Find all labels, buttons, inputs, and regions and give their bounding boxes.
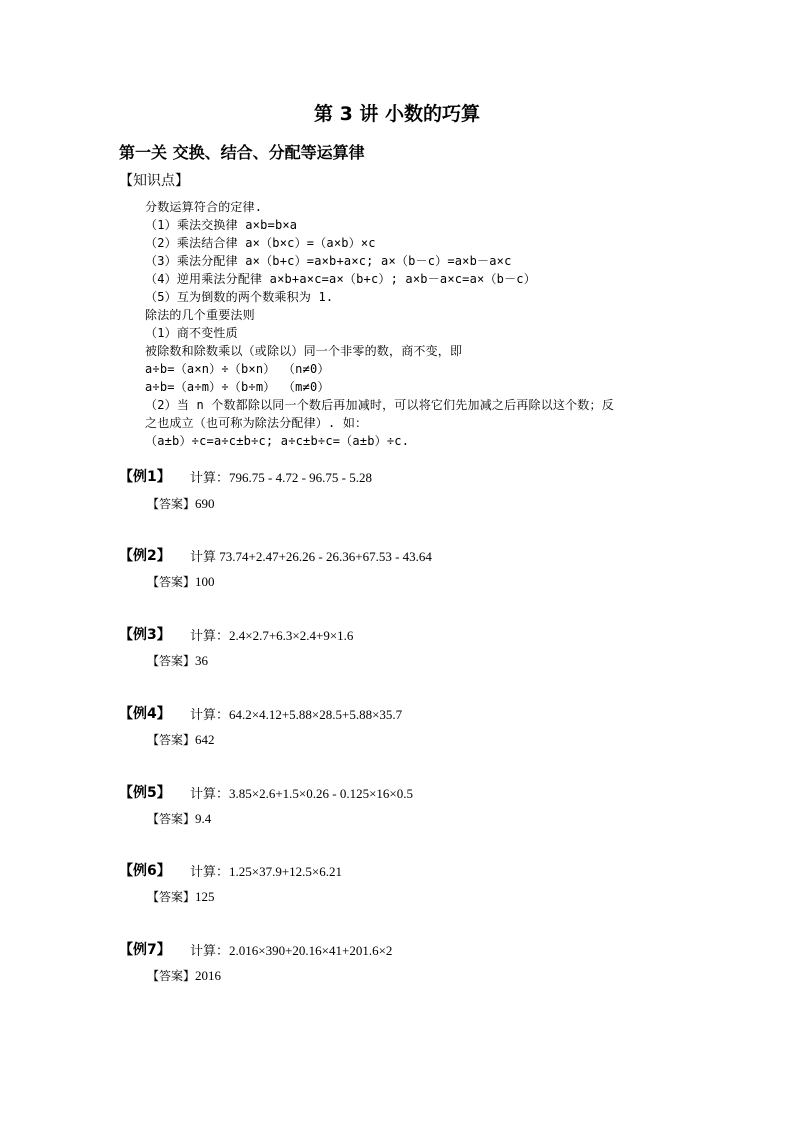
answer-line <box>147 495 215 512</box>
example-label: 【例7】 <box>119 942 171 958</box>
answer-value: 100 <box>195 574 215 589</box>
example-question: 计算：796.75 - 4.72 - 96.75 - 5.28 <box>190 470 372 485</box>
answer-value: 125 <box>195 889 215 904</box>
knowledge-line: a÷b=（a÷m）÷（b÷m） （m≠0） <box>145 380 330 394</box>
answer-line <box>147 652 208 669</box>
knowledge-line: 分数运算符合的定律. <box>145 200 263 214</box>
knowledge-line: （1）乘法交换律 a×b=b×a <box>145 218 298 232</box>
answer-value: 9.4 <box>195 811 212 826</box>
example-label: 【例1】 <box>119 469 171 485</box>
knowledge-line: 被除数和除数乘以（或除以）同一个非零的数，商不变，即 <box>145 344 463 358</box>
answer-value: 2016 <box>195 968 222 983</box>
example-question: 计算：64.2×4.12+5.88×28.5+5.88×35.7 <box>190 707 403 722</box>
answer-label: 【答案】 <box>147 497 196 511</box>
knowledge-line: 除法的几个重要法则 <box>145 308 255 322</box>
answer-value: 642 <box>195 732 215 747</box>
knowledge-line: （4）逆用乘法分配律 a×b+a×c=a×（b+c）; a×b－a×c=a×（b－c） <box>145 272 536 286</box>
example-question: 计算 73.74+2.47+26.26 - 26.36+67.53 - 43.64 <box>190 549 432 564</box>
example-question: 计算：2.4×2.7+6.3×2.4+9×1.6 <box>190 628 354 643</box>
knowledge-line: （1）商不变性质 <box>145 326 238 340</box>
example-label: 【例6】 <box>119 863 171 879</box>
example-label: 【例5】 <box>119 785 171 801</box>
answer-label: 【答案】 <box>147 969 196 983</box>
answer-label: 【答案】 <box>147 733 196 747</box>
knowledge-line: （2）当 n 个数都除以同一个数后再加减时，可以将它们先加减之后再除以这个数；反 <box>145 398 614 412</box>
knowledge-line: （3）乘法分配律 a×（b+c）=a×b+a×c; a×（b－c）=a×b－a×c <box>145 254 512 268</box>
example-question: 计算：3.85×2.6+1.5×0.26 - 0.125×16×0.5 <box>190 786 413 801</box>
answer-label: 【答案】 <box>147 654 196 668</box>
answer-label: 【答案】 <box>147 812 196 826</box>
example-label: 【例4】 <box>119 706 171 722</box>
answer-line <box>147 810 211 827</box>
knowledge-line: （5）互为倒数的两个数乘积为 1. <box>145 290 334 304</box>
answer-line <box>147 573 215 590</box>
knowledge-line: 之也成立（也可称为除法分配律）. 如： <box>145 416 368 430</box>
answer-label: 【答案】 <box>147 890 196 904</box>
page-title: 第 3 讲 小数的巧算 <box>313 103 481 125</box>
answer-line <box>147 967 221 984</box>
section-heading: 第一关 交换、结合、分配等运算律 <box>119 143 365 162</box>
example-question: 计算：2.016×390+20.16×41+201.6×2 <box>190 943 393 958</box>
answer-line <box>147 731 215 748</box>
answer-label: 【答案】 <box>147 575 196 589</box>
answer-line <box>147 888 215 905</box>
answer-value: 690 <box>195 496 215 511</box>
knowledge-line: （2）乘法结合律 a×（b×c）=（a×b）×c <box>145 236 376 250</box>
example-question: 计算：1.25×37.9+12.5×6.21 <box>190 864 342 879</box>
knowledge-line: （a±b）÷c=a÷c±b÷c; a÷c±b÷c=（a±b）÷c. <box>145 434 410 448</box>
knowledge-header: 【知识点】 <box>119 173 189 189</box>
example-label: 【例3】 <box>119 627 171 643</box>
answer-value: 36 <box>195 653 209 668</box>
example-label: 【例2】 <box>119 548 171 564</box>
knowledge-line: a÷b=（a×n）÷（b×n） （n≠0） <box>145 362 330 376</box>
